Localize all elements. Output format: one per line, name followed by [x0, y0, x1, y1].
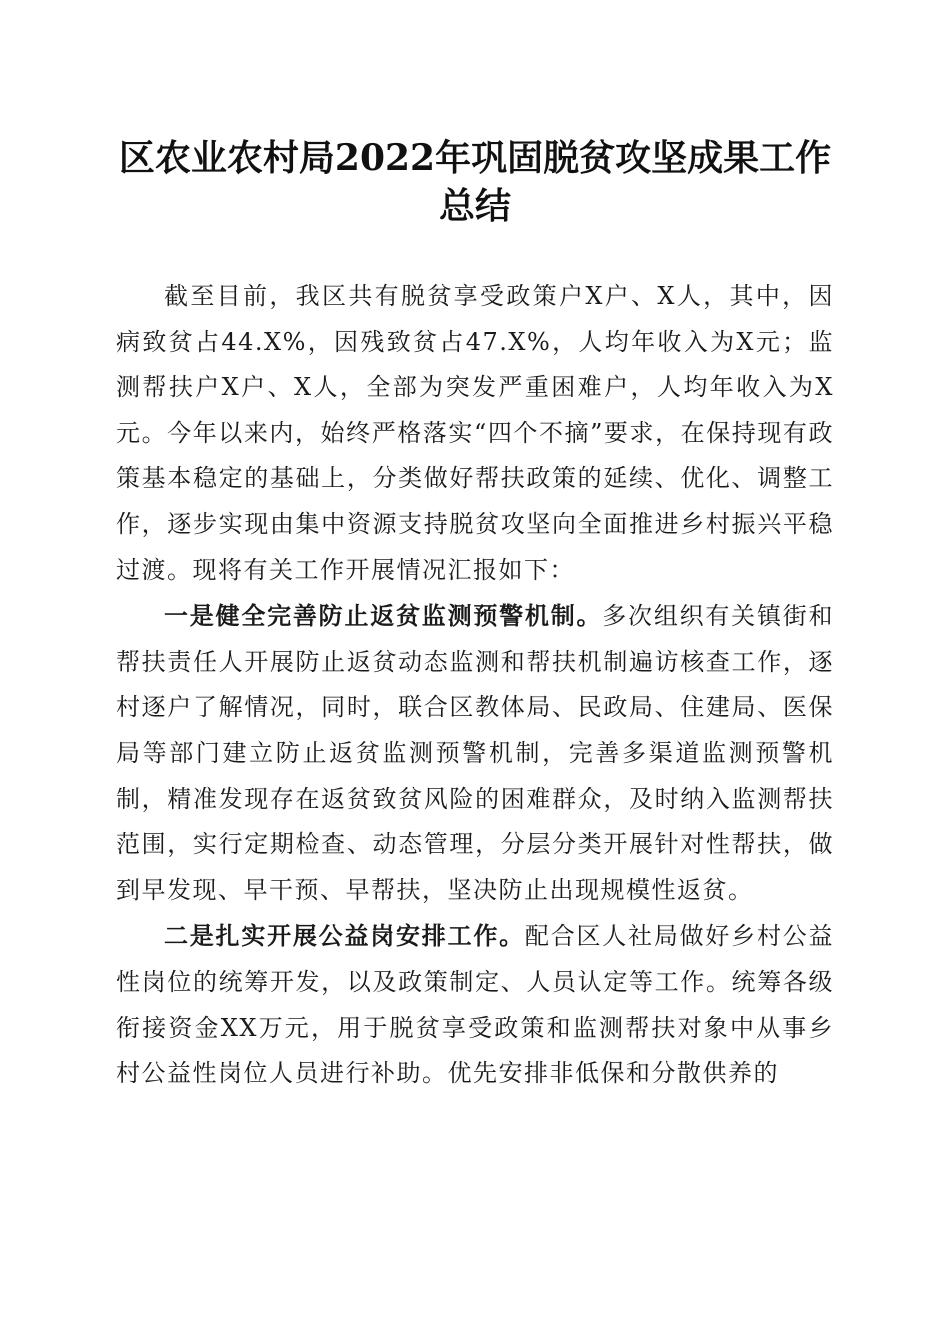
paragraph-intro-text: 截至目前，我区共有脱贫享受政策户X户、X人，其中，因病致贫占44.X%，因残致贫占47.X%，人均年收入为X元；监测帮扶户X户、X人，全部为突发严重困难户，人均年收入为X元。今年以来内，始终严格落实“四个不摘”要求，在保持现有政策基本稳定的基础上，分类做好帮扶政策的延续、优化、调整工作，逐步实现由集中资源支持脱贫攻坚向全面推进乡村振兴平稳过渡。现将有关工作开展情况汇报如下：: [116, 282, 834, 584]
document-body: [116, 274, 834, 1097]
paragraph-public-posts-lead: 二是扎实开展公益岗安排工作。: [164, 921, 525, 951]
paragraph-monitoring-lead: 一是健全完善防止返贫监测预警机制。: [164, 601, 603, 631]
title-line-2: 总结: [438, 185, 511, 227]
paragraph-public-posts: [116, 913, 834, 1096]
title-line-1: 区农业农村局2022年巩固脱贫攻坚成果工作: [118, 137, 832, 179]
paragraph-intro: [116, 274, 834, 593]
document-title: [108, 134, 842, 230]
paragraph-monitoring-text: 多次组织有关镇街和帮扶责任人开展防止返贫动态监测和帮扶机制遍访核查工作，逐村逐户了解情况，同时，联合区教体局、民政局、住建局、医保局等部门建立防止返贫监测预警机制，完善多渠道监测预警机制，精准发现存在返贫致贫风险的困难群众，及时纳入监测帮扶范围，实行定期检查、动态管理，分层分类开展针对性帮扶，做到早发现、早干预、早帮扶，坚决防止出现规模性返贫。: [116, 602, 835, 904]
paragraph-public-posts-text: 配合区人社局做好乡村公益性岗位的统筹开发，以及政策制定、人员认定等工作。统筹各级衔接资金XX万元，用于脱贫享受政策和监测帮扶对象中从事乡村公益性岗位人员进行补助。优先安排非低保和分散供养的: [116, 922, 835, 1088]
paragraph-monitoring: [116, 593, 834, 913]
